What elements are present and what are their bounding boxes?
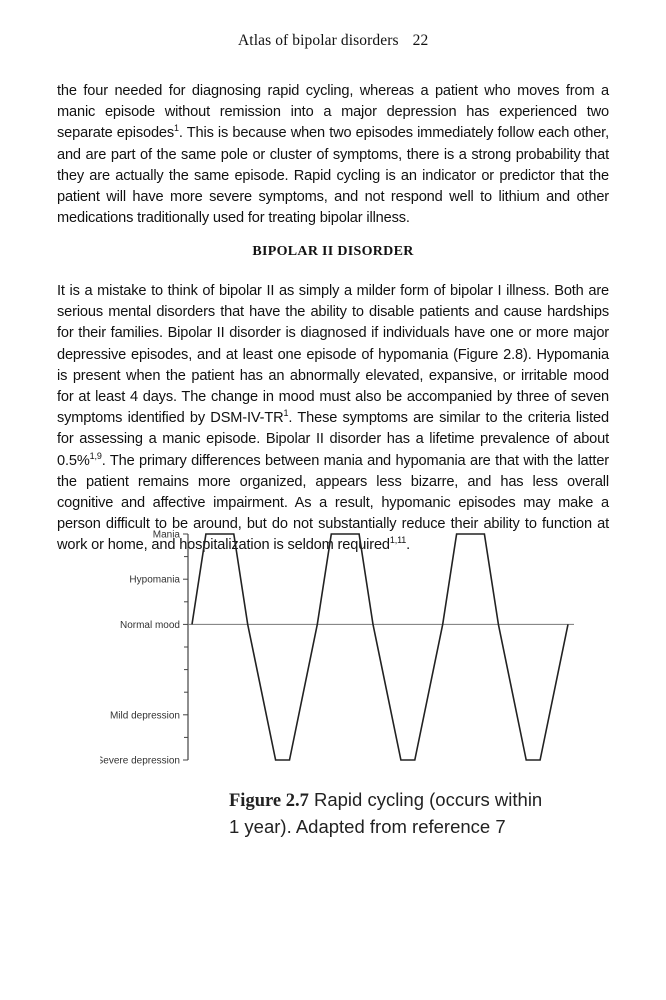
y-tick-label: Severe depression — [100, 755, 180, 767]
para2-text-4: . — [406, 537, 411, 554]
page-number: 22 — [412, 32, 429, 49]
citation-sup: 1 — [283, 408, 289, 419]
para1-text-1: the four needed for diagnosing rapid cycling, whereas a patient who moves from a manic episode without remission into a major depression has experienced two separate episodes — [57, 83, 609, 142]
running-title: Atlas of bipolar disorders — [238, 32, 399, 49]
citation-sup: 1 — [174, 123, 179, 134]
running-header — [238, 32, 428, 50]
figure-label: Figure 2.7 — [229, 791, 309, 811]
citation-sup: 1,11 — [389, 535, 407, 546]
y-tick-label: Mania — [152, 529, 180, 541]
section-heading: BIPOLAR II DISORDER — [252, 244, 414, 259]
mood-series-line — [192, 534, 568, 760]
mood-cycling-figure — [100, 520, 580, 775]
para2-text-1: It is a mistake to think of bipolar II as simply a milder form of bipolar I illness. Both are serious mental disorders that have the ability to disable patients and cause hardships for their families. Bipolar II disorder is diagnosed if individuals have one or more major depressive episodes, and at least one episode of hypomania (Figure 2.8). Hypomania is present when the patient has an abnormally elevated, expansive, or irritable mood for at least 4 days. The change in mood must also be accompanied by three of seven symptoms identified by DSM-IV-TR — [57, 283, 609, 427]
para2-text-3: . The primary differences between mania and hypomania are that with the latter the patient remains more organized, appears less bizarre, and has less overall cognitive and affective impairment. As a result, hypomanic episodes may make a person difficult to be around, but do not substantially reduce their ability to function at work or home, and hospitalization is seldom required — [57, 452, 609, 554]
y-tick-label: Normal mood — [119, 619, 180, 631]
y-tick-label: Mild depression — [109, 710, 180, 722]
para1-text-2: . This is because when two episodes immediately follow each other, and are part of the same pole or cluster of symptoms, there is a strong probability that they are actually the same episode. Rapid cycling is an indicator or predictor that the patient will have more severe symptoms, and not respond well to lithium and other medications traditionally used for treating bipolar illness. — [57, 125, 609, 227]
para2-text-2: . These symptoms are similar to the criteria listed for assessing a manic episode. Bipolar II disorder has a lifetime prevalence of about 0.5% — [57, 410, 609, 469]
body-paragraph-2 — [57, 281, 609, 557]
mood-chart — [100, 520, 580, 775]
figure-caption — [229, 787, 549, 840]
figure-caption-text: Rapid cycling (occurs within 1 year). Adapted from reference 7 — [229, 789, 543, 837]
citation-sup: 1,9 — [89, 450, 102, 461]
body-paragraph-1 — [57, 81, 609, 229]
y-tick-label: Hypomania — [129, 574, 180, 586]
